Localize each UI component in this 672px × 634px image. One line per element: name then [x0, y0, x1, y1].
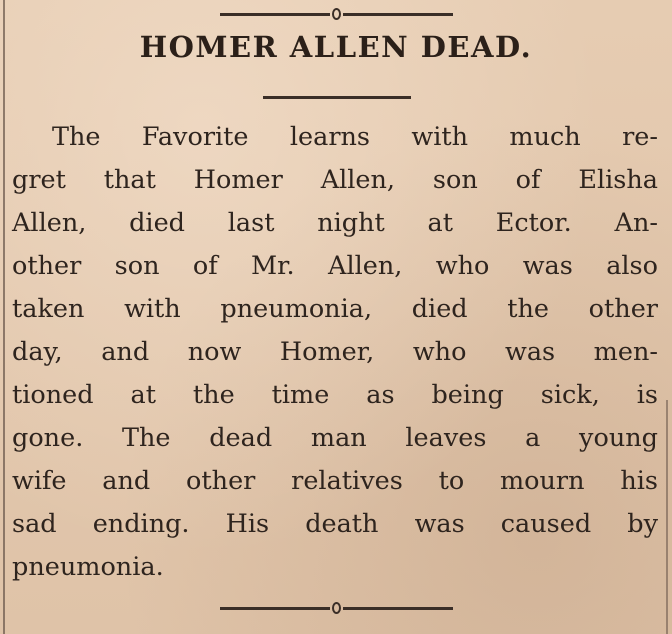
body-line: wife and other relatives to mourn his	[12, 466, 658, 496]
body-line: gret that Homer Allen, son of Elisha	[12, 165, 658, 195]
ornament-ring-icon	[332, 8, 341, 20]
body-line: sad ending. His death was caused by	[12, 509, 658, 539]
bottom-ornament-divider	[0, 598, 672, 618]
body-line: taken with pneumonia, died the other	[12, 294, 658, 324]
article-body	[12, 116, 658, 589]
ornament-line	[343, 607, 453, 610]
headline-rule	[263, 96, 411, 99]
ornament-line	[220, 13, 330, 16]
body-line: other son of Mr. Allen, who was also	[12, 251, 658, 281]
ornament-line	[220, 607, 330, 610]
top-ornament-divider	[0, 4, 672, 24]
ornament-ring-icon	[332, 602, 341, 614]
body-line: pneumonia.	[12, 552, 164, 582]
column-rule-left	[3, 0, 5, 634]
article-headline: HOMER ALLEN DEAD.	[139, 30, 533, 64]
body-line: tioned at the time as being sick, is	[12, 380, 658, 410]
ornament-line	[343, 13, 453, 16]
body-line: The Favorite learns with much re-	[52, 122, 658, 152]
body-line: gone. The dead man leaves a young	[12, 423, 658, 453]
body-line: day, and now Homer, who was men-	[12, 337, 658, 367]
body-line: Allen, died last night at Ector. An-	[12, 208, 658, 238]
